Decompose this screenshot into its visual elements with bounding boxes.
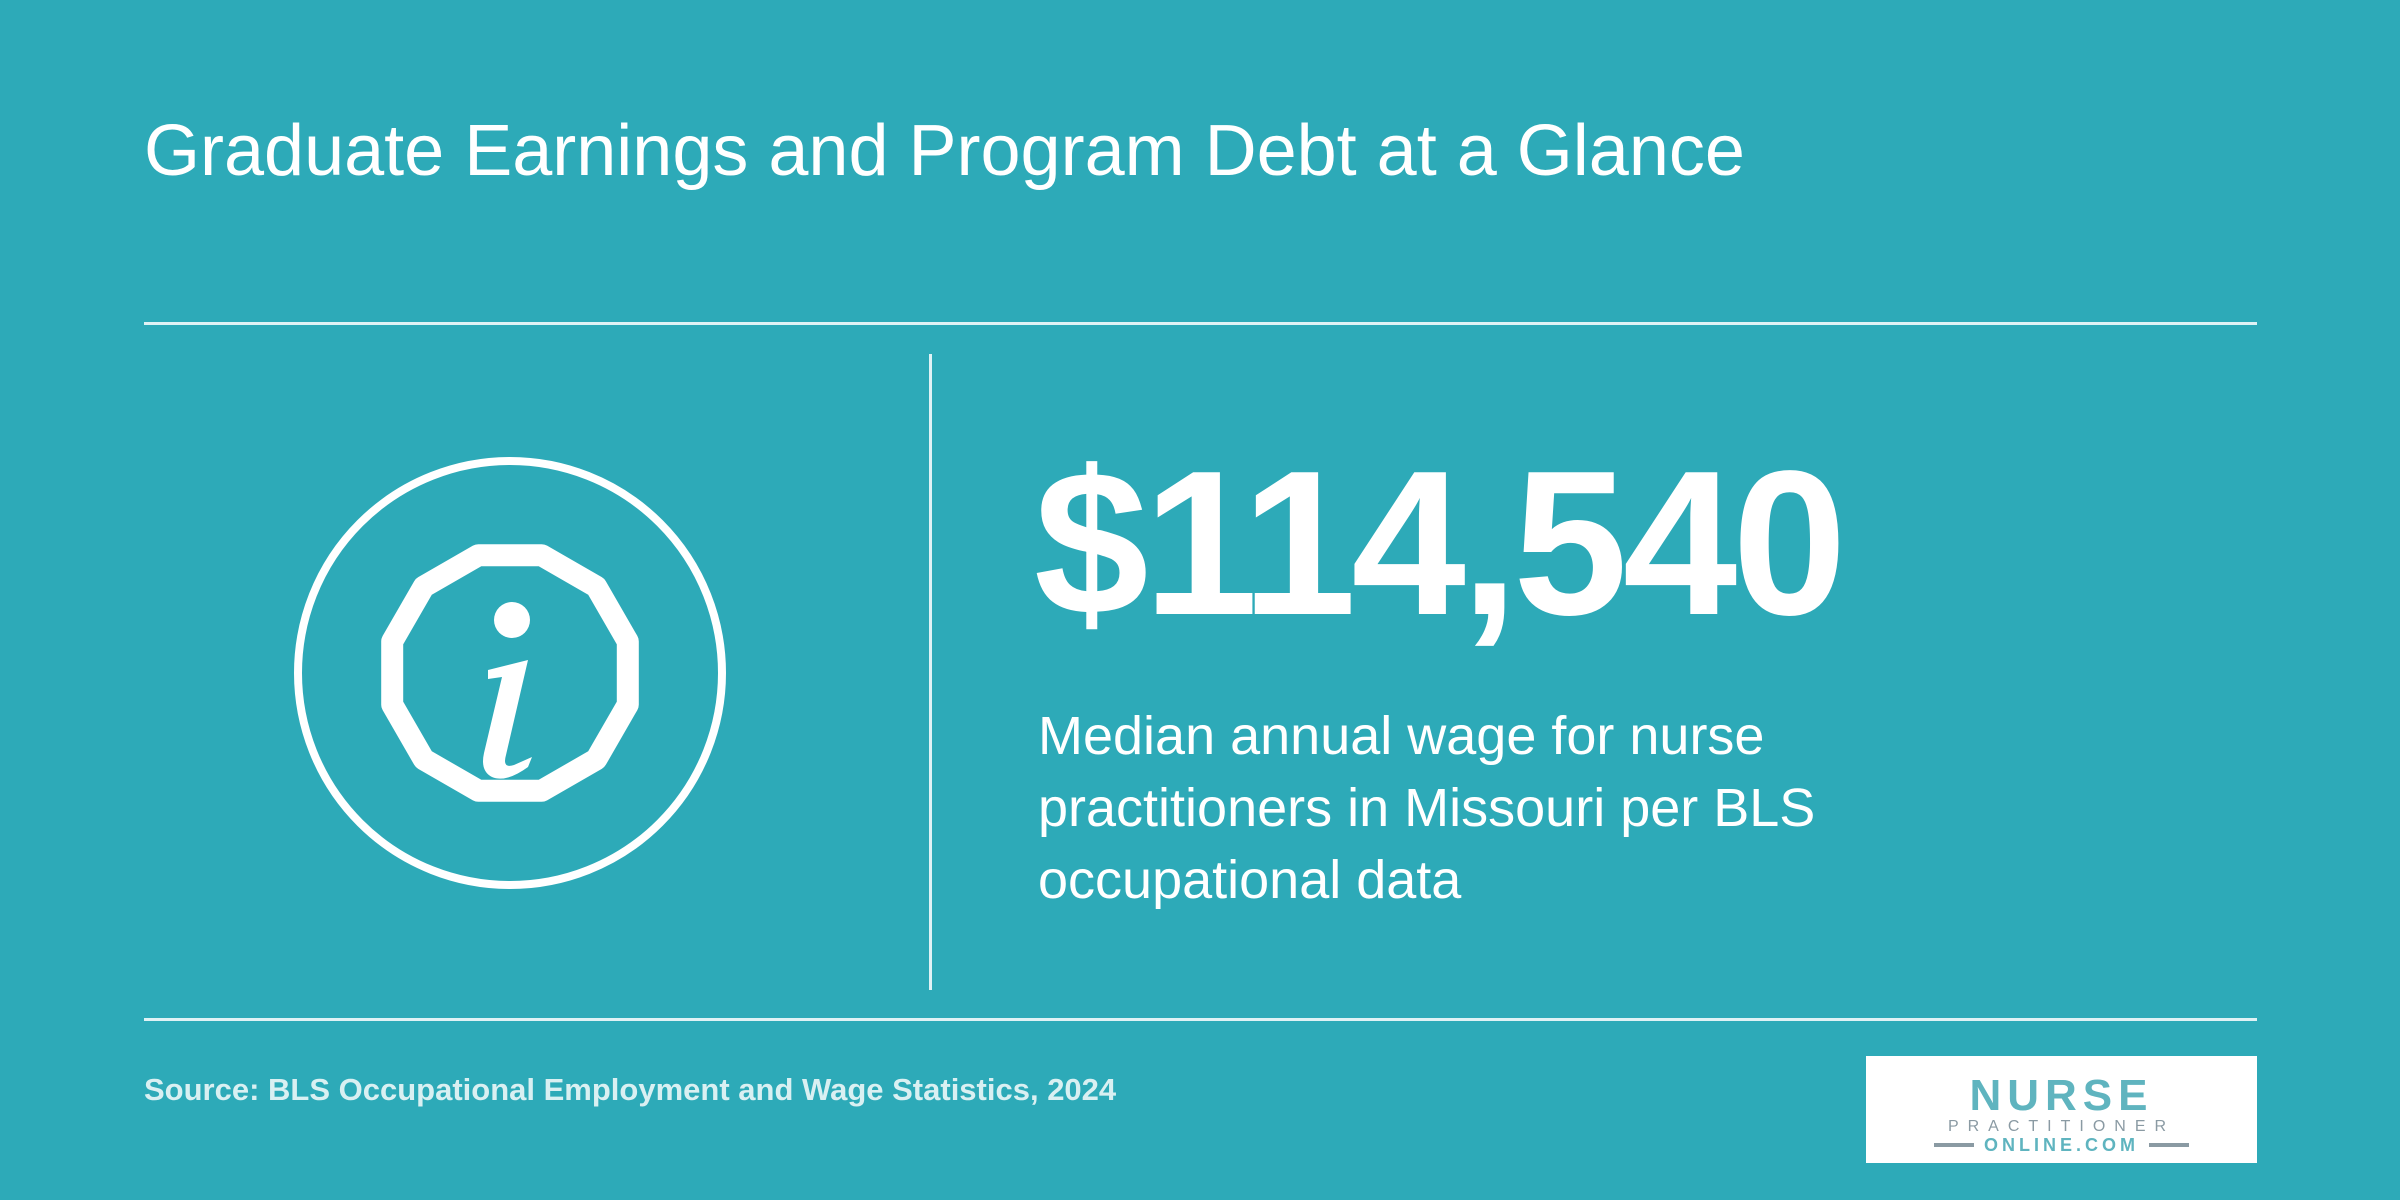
brand-logo	[1866, 1056, 2257, 1163]
logo-dash-left	[1934, 1143, 1974, 1147]
bottom-divider	[144, 1018, 2257, 1021]
vertical-divider	[929, 354, 932, 990]
stat-description: Median annual wage for nurse practitioners in Missouri per BLS occupational data	[1038, 706, 1816, 910]
logo-text-practitioner: PRACTITIONER	[1947, 1118, 2176, 1135]
logo-dash-right	[2149, 1143, 2189, 1147]
source-note: Source: BLS Occupational Employment and Wage Statistics, 2024	[144, 1072, 1117, 1107]
top-divider	[144, 322, 2257, 325]
logo-text-online: ONLINE.COM	[1984, 1135, 2139, 1155]
logo-text-nurse: NURSE	[1969, 1071, 2154, 1120]
info-icon	[292, 455, 728, 891]
logo-bottom-row	[1866, 1136, 2257, 1154]
page-title: Graduate Earnings and Program Debt at a Glance	[144, 111, 1745, 191]
stat-value: $114,540	[1034, 428, 1842, 658]
